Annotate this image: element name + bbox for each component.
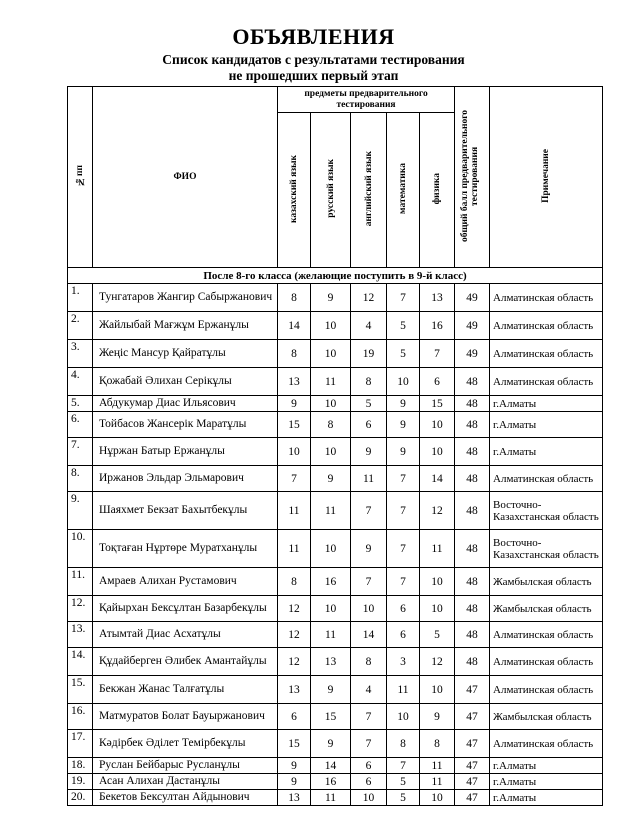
header-name: ФИО xyxy=(93,87,278,268)
table-row xyxy=(68,530,603,568)
header-subjects-group: предметы предварительного тестирования xyxy=(278,87,455,113)
row-number: 18. xyxy=(68,758,93,774)
header-note: Примечание xyxy=(490,87,603,268)
table-row xyxy=(68,368,603,396)
score-english: 10 xyxy=(351,596,387,622)
score-english: 7 xyxy=(351,568,387,596)
score-math: 3 xyxy=(387,648,420,676)
score-math: 9 xyxy=(387,438,420,466)
score-russian: 11 xyxy=(311,368,351,396)
row-number: 1. xyxy=(68,284,93,312)
score-total: 48 xyxy=(455,412,490,438)
table-row xyxy=(68,396,603,412)
table-row xyxy=(68,622,603,648)
score-english: 7 xyxy=(351,730,387,758)
row-number: 13. xyxy=(68,622,93,648)
row-note: Алматинская область xyxy=(490,676,603,704)
table-row xyxy=(68,730,603,758)
score-russian: 10 xyxy=(311,340,351,368)
candidate-name: Руслан Бейбарыс Русланұлы xyxy=(93,758,278,774)
table-row xyxy=(68,790,603,806)
row-number: 5. xyxy=(68,396,93,412)
candidate-name: Асан Алихан Дастанұлы xyxy=(93,774,278,790)
candidate-name: Қайырхан Бексұлтан Базарбекұлы xyxy=(93,596,278,622)
header-number: №пп xyxy=(68,87,93,268)
row-note: г.Алматы xyxy=(490,774,603,790)
score-math: 9 xyxy=(387,412,420,438)
score-total: 48 xyxy=(455,596,490,622)
row-number: 3. xyxy=(68,340,93,368)
header-math: математика xyxy=(387,113,420,268)
score-russian: 10 xyxy=(311,530,351,568)
score-math: 5 xyxy=(387,790,420,806)
table-row xyxy=(68,492,603,530)
score-total: 47 xyxy=(455,758,490,774)
table-row xyxy=(68,596,603,622)
candidate-name: Құдайберген Әлибек Амантайұлы xyxy=(93,648,278,676)
candidate-name: Шаяхмет Бекзат Бахытбекұлы xyxy=(93,492,278,530)
score-kazakh: 15 xyxy=(278,412,311,438)
row-note: Алматинская область xyxy=(490,312,603,340)
score-total: 48 xyxy=(455,622,490,648)
score-math: 5 xyxy=(387,774,420,790)
score-physics: 10 xyxy=(420,438,455,466)
score-kazakh: 9 xyxy=(278,758,311,774)
score-russian: 9 xyxy=(311,466,351,492)
candidate-name: Тойбасов Жансерік Маратұлы xyxy=(93,412,278,438)
score-russian: 10 xyxy=(311,312,351,340)
table-row xyxy=(68,758,603,774)
header-russian: русский язык xyxy=(311,113,351,268)
row-number: 2. xyxy=(68,312,93,340)
score-kazakh: 10 xyxy=(278,438,311,466)
score-total: 47 xyxy=(455,704,490,730)
score-russian: 13 xyxy=(311,648,351,676)
score-physics: 16 xyxy=(420,312,455,340)
row-number: 19. xyxy=(68,774,93,790)
row-number: 11. xyxy=(68,568,93,596)
score-kazakh: 8 xyxy=(278,340,311,368)
score-math: 7 xyxy=(387,758,420,774)
score-math: 7 xyxy=(387,568,420,596)
row-number: 9. xyxy=(68,492,93,530)
candidate-name: Матмуратов Болат Бауыржанович xyxy=(93,704,278,730)
header-total: общий балл предварительного тестирования xyxy=(455,87,490,268)
score-math: 6 xyxy=(387,622,420,648)
row-note: Алматинская область xyxy=(490,466,603,492)
score-total: 48 xyxy=(455,438,490,466)
row-note: г.Алматы xyxy=(490,758,603,774)
score-russian: 9 xyxy=(311,676,351,704)
score-total: 48 xyxy=(455,530,490,568)
score-math: 7 xyxy=(387,284,420,312)
row-number: 20. xyxy=(68,790,93,806)
score-physics: 11 xyxy=(420,774,455,790)
table-row xyxy=(68,466,603,492)
score-kazakh: 8 xyxy=(278,284,311,312)
candidate-name: Жеңіс Мансур Қайратұлы xyxy=(93,340,278,368)
candidate-name: Тунгатаров Жангир Сабыржанович xyxy=(93,284,278,312)
row-note: Восточно-Казахстанская область xyxy=(490,492,603,530)
score-math: 6 xyxy=(387,596,420,622)
score-russian: 9 xyxy=(311,284,351,312)
score-russian: 9 xyxy=(311,730,351,758)
score-physics: 12 xyxy=(420,648,455,676)
row-note: г.Алматы xyxy=(490,412,603,438)
table-row xyxy=(68,438,603,466)
candidate-name: Бекжан Жанас Талғатұлы xyxy=(93,676,278,704)
score-kazakh: 13 xyxy=(278,676,311,704)
row-number: 4. xyxy=(68,368,93,396)
row-note: Алматинская область xyxy=(490,340,603,368)
score-russian: 8 xyxy=(311,412,351,438)
score-total: 49 xyxy=(455,284,490,312)
score-physics: 10 xyxy=(420,568,455,596)
score-kazakh: 14 xyxy=(278,312,311,340)
row-number: 6. xyxy=(68,412,93,438)
score-total: 49 xyxy=(455,312,490,340)
row-number: 10. xyxy=(68,530,93,568)
document-title: ОБЪЯВЛЕНИЯ xyxy=(232,24,395,49)
score-math: 5 xyxy=(387,340,420,368)
score-kazakh: 15 xyxy=(278,730,311,758)
score-english: 9 xyxy=(351,530,387,568)
score-kazakh: 7 xyxy=(278,466,311,492)
score-math: 7 xyxy=(387,530,420,568)
document-subtitle-2: не прошедших первый этап xyxy=(228,68,399,83)
candidate-name: Бекетов Бексултан Айдынович xyxy=(93,790,278,806)
row-note: Жамбылская область xyxy=(490,596,603,622)
score-kazakh: 13 xyxy=(278,368,311,396)
row-note: Алматинская область xyxy=(490,622,603,648)
score-total: 47 xyxy=(455,774,490,790)
candidate-name: Атымтай Диас Асхатұлы xyxy=(93,622,278,648)
score-total: 48 xyxy=(455,466,490,492)
score-total: 48 xyxy=(455,492,490,530)
results-table xyxy=(67,86,603,806)
score-physics: 15 xyxy=(420,396,455,412)
score-physics: 9 xyxy=(420,704,455,730)
table-row xyxy=(68,774,603,790)
score-english: 5 xyxy=(351,396,387,412)
score-english: 6 xyxy=(351,774,387,790)
score-kazakh: 12 xyxy=(278,648,311,676)
row-number: 15. xyxy=(68,676,93,704)
score-english: 6 xyxy=(351,412,387,438)
score-total: 48 xyxy=(455,568,490,596)
row-number: 14. xyxy=(68,648,93,676)
score-english: 7 xyxy=(351,704,387,730)
score-physics: 10 xyxy=(420,676,455,704)
score-english: 12 xyxy=(351,284,387,312)
row-number: 16. xyxy=(68,704,93,730)
table-row xyxy=(68,704,603,730)
score-math: 9 xyxy=(387,396,420,412)
score-physics: 10 xyxy=(420,790,455,806)
candidate-name: Қожабай Әлихан Серікұлы xyxy=(93,368,278,396)
candidate-name: Абдукумар Диас Ильясович xyxy=(93,396,278,412)
score-russian: 16 xyxy=(311,568,351,596)
score-russian: 10 xyxy=(311,596,351,622)
score-physics: 10 xyxy=(420,596,455,622)
score-math: 7 xyxy=(387,466,420,492)
score-kazakh: 11 xyxy=(278,530,311,568)
score-math: 10 xyxy=(387,704,420,730)
score-math: 5 xyxy=(387,312,420,340)
score-physics: 11 xyxy=(420,530,455,568)
section-title: После 8-го класса (желающие поступить в 9-й класс) xyxy=(68,268,603,284)
score-total: 47 xyxy=(455,676,490,704)
score-russian: 15 xyxy=(311,704,351,730)
score-total: 47 xyxy=(455,790,490,806)
score-russian: 11 xyxy=(311,492,351,530)
score-english: 7 xyxy=(351,492,387,530)
score-russian: 11 xyxy=(311,622,351,648)
score-russian: 11 xyxy=(311,790,351,806)
score-kazakh: 11 xyxy=(278,492,311,530)
score-russian: 16 xyxy=(311,774,351,790)
candidate-name: Нұржан Батыр Ержанұлы xyxy=(93,438,278,466)
row-number: 12. xyxy=(68,596,93,622)
row-note: Алматинская область xyxy=(490,648,603,676)
row-note: г.Алматы xyxy=(490,790,603,806)
score-total: 47 xyxy=(455,730,490,758)
score-kazakh: 12 xyxy=(278,596,311,622)
row-note: Алматинская область xyxy=(490,368,603,396)
score-physics: 5 xyxy=(420,622,455,648)
score-total: 49 xyxy=(455,340,490,368)
score-math: 10 xyxy=(387,368,420,396)
score-kazakh: 9 xyxy=(278,396,311,412)
score-kazakh: 9 xyxy=(278,774,311,790)
candidate-name: Иржанов Эльдар Эльмарович xyxy=(93,466,278,492)
score-english: 4 xyxy=(351,312,387,340)
score-physics: 13 xyxy=(420,284,455,312)
candidate-name: Амраев Алихан Рустамович xyxy=(93,568,278,596)
score-physics: 7 xyxy=(420,340,455,368)
document-subtitle: Список кандидатов с результатами тестирования xyxy=(162,52,465,67)
score-english: 4 xyxy=(351,676,387,704)
table-row xyxy=(68,312,603,340)
score-total: 48 xyxy=(455,396,490,412)
score-math: 11 xyxy=(387,676,420,704)
row-note: Жамбылская область xyxy=(490,704,603,730)
score-math: 8 xyxy=(387,730,420,758)
row-note: Алматинская область xyxy=(490,284,603,312)
table-row xyxy=(68,412,603,438)
score-english: 9 xyxy=(351,438,387,466)
header-english: английский язык xyxy=(351,113,387,268)
row-note: Алматинская область xyxy=(490,730,603,758)
score-physics: 14 xyxy=(420,466,455,492)
candidate-name: Кәдірбек Әділет Темірбекұлы xyxy=(93,730,278,758)
table-row xyxy=(68,568,603,596)
score-physics: 11 xyxy=(420,758,455,774)
header-kazakh: казахский язык xyxy=(278,113,311,268)
score-kazakh: 13 xyxy=(278,790,311,806)
score-russian: 10 xyxy=(311,438,351,466)
score-english: 8 xyxy=(351,368,387,396)
row-number: 8. xyxy=(68,466,93,492)
score-total: 48 xyxy=(455,368,490,396)
table-row xyxy=(68,676,603,704)
candidate-name: Жайлыбай Мағжұм Ержанұлы xyxy=(93,312,278,340)
score-physics: 6 xyxy=(420,368,455,396)
score-kazakh: 6 xyxy=(278,704,311,730)
score-english: 19 xyxy=(351,340,387,368)
score-russian: 14 xyxy=(311,758,351,774)
score-kazakh: 12 xyxy=(278,622,311,648)
score-english: 8 xyxy=(351,648,387,676)
score-physics: 8 xyxy=(420,730,455,758)
table-row xyxy=(68,648,603,676)
table-row xyxy=(68,284,603,312)
score-math: 7 xyxy=(387,492,420,530)
score-total: 48 xyxy=(455,648,490,676)
score-physics: 12 xyxy=(420,492,455,530)
score-physics: 10 xyxy=(420,412,455,438)
row-note: Жамбылская область xyxy=(490,568,603,596)
row-note: г.Алматы xyxy=(490,438,603,466)
score-english: 14 xyxy=(351,622,387,648)
row-number: 17. xyxy=(68,730,93,758)
row-note: Восточно-Казахстанская область xyxy=(490,530,603,568)
score-kazakh: 8 xyxy=(278,568,311,596)
row-note: г.Алматы xyxy=(490,396,603,412)
score-english: 6 xyxy=(351,758,387,774)
table-row xyxy=(68,340,603,368)
header-physics: физика xyxy=(420,113,455,268)
score-english: 11 xyxy=(351,466,387,492)
score-russian: 10 xyxy=(311,396,351,412)
score-english: 10 xyxy=(351,790,387,806)
row-number: 7. xyxy=(68,438,93,466)
candidate-name: Тоқтаған Нұртөре Муратханұлы xyxy=(93,530,278,568)
